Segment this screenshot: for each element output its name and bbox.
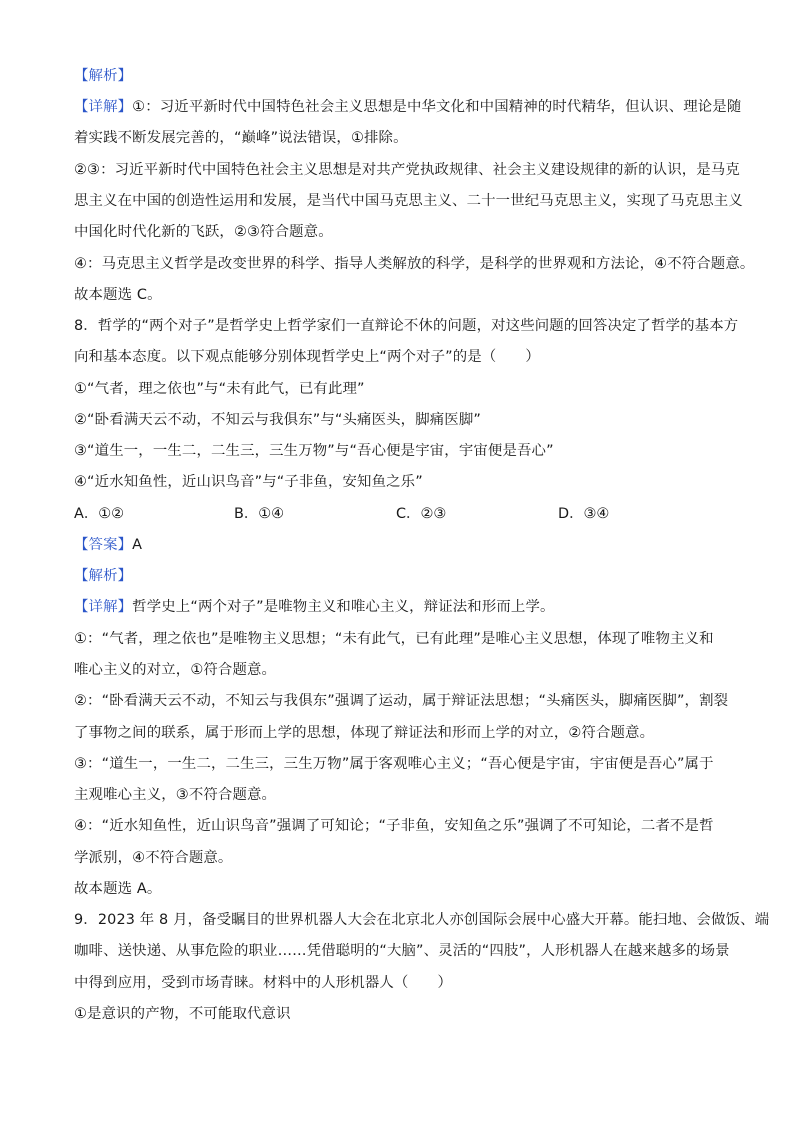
explanation-line: 学派别，④不符合题意。 <box>74 850 233 866</box>
explanation-line: ①：“气者，理之依也”是唯物主义思想；“未有此气，已有此理”是唯心主义思想，体现了唯物主义和 <box>74 631 714 647</box>
statement-4: ④“近水知鱼性，近山识鸟音”与“子非鱼，安知鱼之乐” <box>74 474 423 490</box>
explanation-line: ③：“道生一，一生二，二生三，三生万物”属于客观唯心主义；“吾心便是宇宙，宇宙便是吾心”属于 <box>74 756 714 772</box>
question-9-stem: 中得到应用，受到市场青睐。材料中的人形机器人（ ） <box>74 975 453 991</box>
option-d[interactable]: D．③④ <box>558 506 610 522</box>
conclusion-line: 故本题选 A。 <box>74 881 162 897</box>
explanation-text: ①：习近平新时代中国特色社会主义思想是中华文化和中国精神的时代精华，但认识、理论是随 <box>132 99 742 115</box>
answer-tag: 【答案】 <box>74 537 133 553</box>
question-8-stem: 向和基本态度。以下观点能够分别体现哲学史上“两个对子”的是（ ） <box>74 349 540 365</box>
statement-1: ①是意识的产物，不可能取代意识 <box>74 1006 291 1022</box>
explanation-line: ②：“卧看满天云不动，不知云与我俱东”强调了运动，属于辩证法思想；“头痛医头，脚痛医脚”，割裂 <box>74 693 729 709</box>
option-a[interactable]: A．①② <box>74 506 125 522</box>
statement-1: ①“气者，理之依也”与“未有此气，已有此理” <box>74 381 365 397</box>
statement-3: ③“道生一，一生二，二生三，三生万物”与“吾心便是宇宙，宇宙便是吾心” <box>74 443 554 459</box>
answer-line <box>74 535 734 555</box>
explanation-line: 唯心主义的对立，①符合题意。 <box>74 662 277 678</box>
explanation-line: 中国化时代化新的飞跃，②③符合题意。 <box>74 224 333 240</box>
conclusion-line: 故本题选 C。 <box>74 287 162 303</box>
question-9-stem: 9．2023 年 8 月，备受瞩目的世界机器人大会在北京北人亦创国际会展中心盛大开幕。能扫地、会做饭、端 <box>74 912 770 928</box>
answer-options <box>74 504 734 524</box>
analysis-tag: 【解析】 <box>74 68 133 84</box>
explanation-line: 着实践不断发展完善的，“巅峰”说法错误，①排除。 <box>74 130 408 146</box>
statement-2: ②“卧看满天云不动，不知云与我俱东”与“头痛医头，脚痛医脚” <box>74 412 481 428</box>
answer-value: A <box>132 537 143 553</box>
explanation-line: ④：马克思主义哲学是改变世界的科学、指导人类解放的科学，是科学的世界观和方法论，④不符合题意。 <box>74 256 755 272</box>
explanation-line: 思主义在中国的创造性运用和发展，是当代中国马克思主义、二十一世纪马克思主义，实现了马克思主义 <box>74 193 743 209</box>
option-b[interactable]: B．①④ <box>234 506 285 522</box>
explanation-line <box>74 597 734 617</box>
explanation-text: 哲学史上“两个对子”是唯物主义和唯心主义，辩证法和形而上学。 <box>132 599 555 615</box>
analysis-heading <box>74 566 734 586</box>
detail-tag: 【详解】 <box>74 99 133 115</box>
question-8-stem: 8．哲学的“两个对子”是哲学史上哲学家们一直辩论不休的问题，对这些问题的回答决定了哲学的基本方 <box>74 318 739 334</box>
explanation-line: 了事物之间的联系，属于形而上学的思想，体现了辩证法和形而上学的对立，②符合题意。 <box>74 725 655 741</box>
explanation-line <box>74 97 742 117</box>
explanation-line: ④：“近水知鱼性，近山识鸟音”强调了可知论；“子非鱼，安知鱼之乐”强调了不可知论，二者不是哲 <box>74 818 714 834</box>
analysis-tag: 【解析】 <box>74 568 133 584</box>
analysis-heading <box>74 66 734 86</box>
detail-tag: 【详解】 <box>74 599 133 615</box>
option-c[interactable]: C．②③ <box>396 506 447 522</box>
explanation-line: ②③：习近平新时代中国特色社会主义思想是对共产党执政规律、社会主义建设规律的新的认识，是马克 <box>74 162 740 178</box>
question-9-stem: 咖啡、送快递、从事危险的职业……凭借聪明的“大脑”、灵活的“四肢”，人形机器人在越来越多的场景 <box>74 943 730 959</box>
explanation-line: 主观唯心主义，③不符合题意。 <box>74 787 277 803</box>
